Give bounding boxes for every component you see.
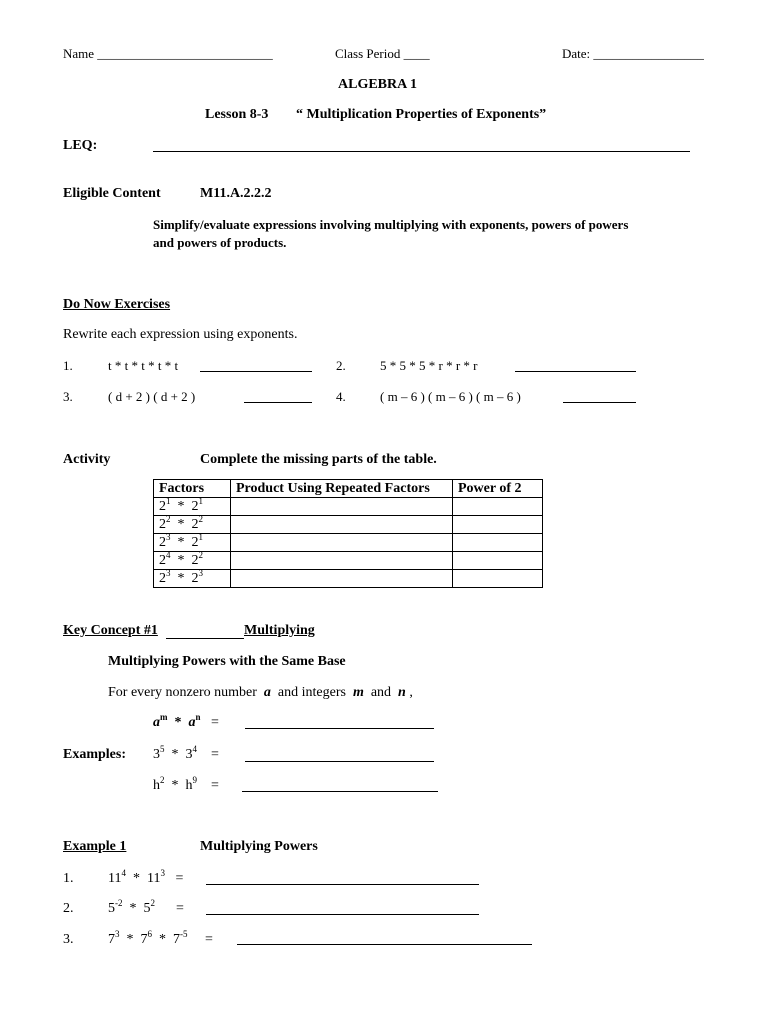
leq-label: LEQ:: [63, 138, 98, 153]
example1-answer-line-3: [237, 944, 532, 945]
example1-answer-line-1: [206, 884, 479, 885]
class-period-label: Class Period ____: [335, 46, 430, 61]
do-now-expr-2: 5 * 5 * 5 * r * r * r: [380, 358, 478, 373]
table-header-row: [154, 480, 543, 498]
table-row: [154, 570, 543, 588]
example1-topic: Multiplying Powers: [200, 839, 318, 854]
key-concept-topic: Multiplying: [244, 623, 315, 638]
activity-instruction: Complete the missing parts of the table.: [200, 452, 437, 467]
key-concept-subheading: Multiplying Powers with the Same Base: [108, 654, 346, 669]
eligible-description-line1: Simplify/evaluate expressions involving multiplying with exponents, powers of powers: [153, 217, 629, 232]
product-cell[interactable]: [231, 516, 453, 534]
factors-cell: $2^3 * 2^3$: [154, 570, 231, 588]
product-cell[interactable]: [231, 534, 453, 552]
product-cell[interactable]: [231, 570, 453, 588]
name-field-label: Name ___________________________: [63, 46, 273, 61]
table-header-factors: Factors: [154, 480, 231, 498]
example1-answer-line-2: [206, 914, 479, 915]
leq-answer-line: [153, 151, 690, 152]
power-cell[interactable]: [453, 516, 543, 534]
do-now-expr-4: ( m – 6 ) ( m – 6 ) ( m – 6 ): [380, 389, 521, 404]
lesson-number: Lesson 8-3: [205, 107, 269, 122]
factors-cell: $2^1 * 2^1$: [154, 498, 231, 516]
do-now-num-1: 1.: [63, 358, 73, 373]
course-title: ALGEBRA 1: [338, 77, 417, 92]
activity-label: Activity: [63, 452, 111, 467]
table-row: [154, 498, 543, 516]
key-example-1: $3^5 * 3^4$ =: [153, 744, 219, 762]
key-concept-formula: $a^m * a^n$ =: [153, 712, 219, 730]
do-now-expr-1: t * t * t * t * t: [108, 358, 179, 373]
product-cell[interactable]: [231, 552, 453, 570]
example1-num-1: 1.: [63, 871, 74, 886]
do-now-expr-3: ( d + 2 ) ( d + 2 ): [108, 389, 196, 404]
example1-expr-2: $5^{-2} * 5^2$ =: [108, 898, 184, 916]
power-cell[interactable]: [453, 552, 543, 570]
do-now-num-4: 4.: [336, 389, 346, 404]
do-now-num-3: 3.: [63, 389, 73, 404]
do-now-num-2: 2.: [336, 358, 346, 373]
do-now-answer-line-2: [515, 371, 636, 372]
product-cell[interactable]: [231, 498, 453, 516]
table-row: [154, 552, 543, 570]
table-row: [154, 516, 543, 534]
example1-label: Example 1: [63, 839, 127, 854]
example1-num-3: 3.: [63, 932, 74, 947]
key-example-answer-line-1: [245, 761, 434, 762]
eligible-content-code: M11.A.2.2.2: [200, 186, 272, 201]
key-concept-label: Key Concept #1: [63, 623, 158, 638]
power-cell[interactable]: [453, 570, 543, 588]
table-header-power: Power of 2: [453, 480, 543, 498]
examples-label: Examples:: [63, 747, 126, 762]
key-concept-rule: For every nonzero number a and integers m and n ,: [108, 685, 413, 700]
example1-num-2: 2.: [63, 901, 74, 916]
power-cell[interactable]: [453, 498, 543, 516]
table-header-product: Product Using Repeated Factors: [231, 480, 453, 498]
do-now-instruction: Rewrite each expression using exponents.: [63, 327, 298, 342]
eligible-description-line2: and powers of products.: [153, 235, 287, 250]
table-row: [154, 534, 543, 552]
formula-answer-line: [245, 728, 434, 729]
do-now-answer-line-3: [244, 402, 312, 403]
date-label: Date: _________________: [562, 46, 704, 61]
do-now-heading: Do Now Exercises: [63, 297, 171, 312]
example1-expr-1: $11^4 * 11^3$ =: [108, 868, 184, 886]
exponent-table: [153, 479, 543, 588]
eligible-content-label: Eligible Content: [63, 186, 161, 201]
key-concept-underline-gap: [166, 638, 244, 639]
factors-cell: $2^4 * 2^2$: [154, 552, 231, 570]
example1-expr-3: $7^3 * 7^6 * 7^{-5}$ =: [108, 929, 213, 947]
lesson-title: “ Multiplication Properties of Exponents”: [296, 107, 547, 122]
key-example-answer-line-2: [242, 791, 438, 792]
key-example-2: $h^2 * h^9$ =: [153, 775, 219, 793]
factors-cell: $2^3 * 2^1$: [154, 534, 231, 552]
do-now-answer-line-1: [200, 371, 312, 372]
do-now-answer-line-4: [563, 402, 636, 403]
factors-cell: $2^2 * 2^2$: [154, 516, 231, 534]
power-cell[interactable]: [453, 534, 543, 552]
